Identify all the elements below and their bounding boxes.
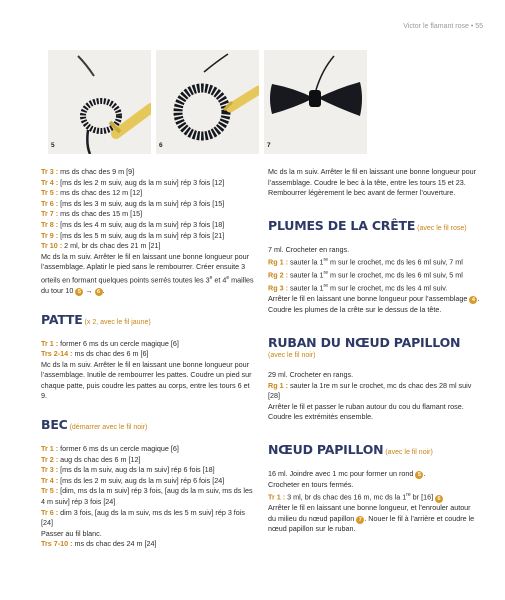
ruban-paragraph: Arrêter le fil et passer le ruban autour du cou du flamant rose. Coudre les extrémités ensemble.	[268, 401, 464, 422]
instruction-row: Trs 7-10 : ms ds chac des 24 m [24]	[41, 539, 157, 549]
noeud-paragraph: Arrêter le fil en laissant une bonne longueur, et l’enrouler autour du milieu du nœud papillon 7 . Nouer le fil à l’arrière et coudre le nœud papillon sur le ruban.	[268, 503, 475, 534]
step-photo-5	[48, 50, 151, 154]
instruction-row: Tr 5 : [dim, ms ds la m suiv] rép 3 fois, [aug ds la m suiv, ms ds les 4 m suiv] rép 3 fois [24]	[41, 486, 253, 507]
instruction-row: Rg 3 : sauter la 1re m sur le crochet, mc ds les 4 ml suiv.	[268, 283, 448, 293]
instruction-row: Tr 8 : [ms ds les 4 m suiv, aug ds la m suiv] rép 3 fois [18]	[41, 219, 225, 229]
bec-note: Passer au fil blanc.	[41, 528, 102, 538]
plumes-start: 7 ml. Crocheter en rangs.	[268, 244, 350, 254]
plumes-paragraph: Arrêter le fil en laissant une bonne longueur pour l’assemblage 4 . Coudre les plumes de la crête sur le dessus de la tête.	[268, 294, 480, 314]
bec-continued-paragraph: Mc ds la m suiv. Arrêter le fil en laissant une bonne longueur pour l’assemblage. Coudre le bec à la tête, entre les tours 15 et 23. Rembourrer légèrement le bec avant de fermer l’ouverture.	[268, 167, 477, 198]
running-header: Victor le flamant rose • 55	[403, 23, 483, 30]
noeud-start: 16 ml. Joindre avec 1 mc pour former un rond 5 .	[268, 469, 426, 479]
instruction-row: Tr 1 : former 6 ms ds un cercle magique [6]	[41, 338, 179, 348]
instruction-row: Tr 10 : 2 ml, br ds chac des 21 m [21]	[41, 241, 161, 251]
photo-number: 7	[267, 142, 271, 150]
step-photos	[48, 50, 458, 154]
step-badge-icon: 5	[75, 288, 83, 296]
noeud-start-2: Crocheter en tours fermés.	[268, 479, 354, 489]
section-title-bec: BEC (démarrer avec le fil noir)	[41, 417, 148, 433]
instruction-row: Trs 2-14 : ms ds chac des 6 m [6]	[41, 349, 149, 359]
instruction-row: Tr 1 : former 6 ms ds un cercle magique [6]	[41, 444, 179, 454]
section-title-ruban: RUBAN DU NŒUD PAPILLON	[268, 334, 461, 350]
step-badge-icon: 7	[356, 516, 364, 524]
instruction-row: Tr 3 : ms ds chac des 9 m [9]	[41, 167, 135, 176]
left-column	[41, 167, 254, 550]
patte-paragraph: Mc ds la m suiv. Arrêter le fil en laissant une bonne longueur pour l’assemblage. Inutile de rembourrer les pattes. Coudre un pied sur chaque patte, puis coudre les pattes au corps, entre les tours 6 et 9.	[41, 359, 252, 401]
ruban-start: 29 ml. Crocheter en rangs.	[268, 370, 354, 380]
instruction-row: Tr 1 : 3 ml, br ds chac des 16 m, mc ds la 1re br [16] 6	[268, 490, 480, 503]
pied-paragraph: Mc ds la m suiv. Arrêter le fil en laissant une bonne longueur pour l’assemblage. Aplatir le pied sans le rembourrer. Créer ensuite 3 orteils en formant quelques points serrés toutes les 3e et 4e mailles du tour 10 5 → 6 .	[41, 251, 254, 295]
instruction-row: Rg 1 : sauter la 1re m sur le crochet, mc ds chac des 28 ml suiv [28]	[268, 380, 472, 401]
step-photo-7	[264, 50, 367, 154]
step-photo-6	[156, 50, 259, 154]
instruction-row: Rg 1 : sauter la 1re m sur le crochet, mc ds les 6 ml suiv, 7 ml	[268, 257, 463, 267]
step-badge-icon: 5	[415, 471, 423, 479]
instruction-row: Tr 6 : dim 3 fois, [aug ds la m suiv, ms ds les 5 m suiv] rép 3 fois [24]	[41, 507, 245, 528]
step-badge-icon: 4	[469, 296, 477, 304]
instruction-row: Rg 2 : sauter la 1re m sur le crochet, mc ds les 6 ml suiv, 5 ml	[268, 270, 463, 280]
section-title-plumes: PLUMES DE LA CRÊTE (avec le fil rose)	[268, 217, 467, 233]
section-title-noeud: NŒUD PAPILLON (avec le fil noir)	[268, 442, 433, 458]
right-column	[268, 167, 480, 535]
step-badge-icon: 6	[95, 288, 103, 296]
arrow-right-icon: →	[85, 285, 93, 295]
ruban-subtitle: (avec le fil noir)	[268, 351, 316, 359]
instruction-row: Tr 7 : ms ds chac des 15 m [15]	[41, 209, 143, 219]
instruction-row: Tr 3 : [ms ds la m suiv, aug ds la m suiv] rép 6 fois [18]	[41, 465, 215, 475]
instruction-row: Tr 9 : [ms ds les 5 m suiv, aug ds la m suiv] rép 3 fois [21]	[41, 230, 225, 240]
instruction-row: Tr 4 : [ms ds les 2 m suiv, aug ds la m suiv] rép 6 fois [24]	[41, 475, 225, 485]
step-badge-icon: 6	[435, 495, 443, 503]
pied-rows	[41, 167, 254, 252]
instruction-row: Tr 5 : ms ds chac des 12 m [12]	[41, 188, 143, 198]
photo-number: 5	[51, 142, 55, 150]
photo-number: 6	[159, 142, 163, 150]
instruction-row: Tr 4 : [ms ds les 2 m suiv, aug ds la m suiv] rép 3 fois [12]	[41, 177, 225, 187]
instruction-row: Tr 2 : aug ds chac des 6 m [12]	[41, 454, 141, 464]
section-title-patte: PATTE (x 2, avec le fil jaune)	[41, 311, 151, 327]
instruction-row: Tr 6 : [ms ds les 3 m suiv, aug ds la m suiv] rép 3 fois [15]	[41, 198, 225, 208]
